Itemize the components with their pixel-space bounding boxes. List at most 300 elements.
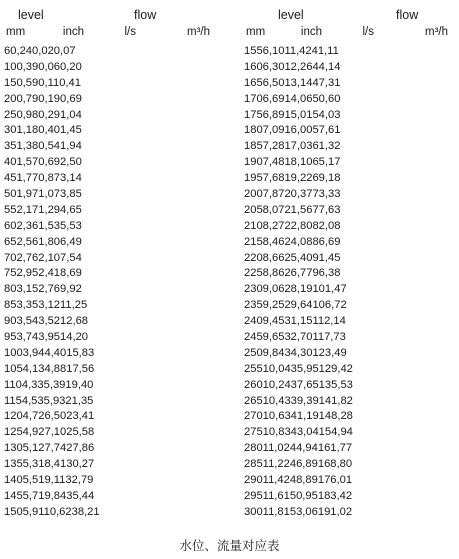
cell-mm: 120 xyxy=(4,410,23,423)
cell-inch: 6,69 xyxy=(262,92,285,105)
table-row xyxy=(4,409,216,425)
cell-ls: 0,69 xyxy=(38,156,61,169)
cell-mm: 290 xyxy=(244,474,263,487)
table-row xyxy=(244,505,454,521)
cell-m3h: 129,42 xyxy=(318,362,353,375)
cell-mm: 180 xyxy=(244,124,263,137)
cell-m3h: 0,69 xyxy=(60,92,82,105)
cell-mm: 140 xyxy=(4,474,23,487)
cell-inch: 8,86 xyxy=(262,267,285,280)
table-row xyxy=(244,298,454,314)
table-row xyxy=(4,425,216,441)
col-m3h-header: m³/h xyxy=(187,26,210,38)
cell-m3h: 154,94 xyxy=(318,426,353,439)
table-row xyxy=(244,473,454,489)
table-row xyxy=(244,60,454,76)
cell-inch: 4,13 xyxy=(22,362,45,375)
cell-m3h: 12,68 xyxy=(60,315,89,328)
cell-inch: 7,87 xyxy=(262,188,285,201)
cell-inch: 4,33 xyxy=(21,378,44,391)
table-row xyxy=(244,346,454,362)
table-row xyxy=(4,314,216,330)
table-row xyxy=(4,235,216,251)
cell-inch: 2,95 xyxy=(16,267,39,280)
cell-m3h: 69,18 xyxy=(312,172,341,185)
cell-m3h: 61,32 xyxy=(312,140,341,153)
table-row xyxy=(244,362,454,378)
table-row xyxy=(4,44,216,60)
cell-inch: 7,28 xyxy=(262,140,285,153)
cell-m3h: 91,45 xyxy=(312,251,341,264)
cell-inch: 0,59 xyxy=(16,76,39,89)
table-row xyxy=(4,219,216,235)
cell-m3h: 96,38 xyxy=(312,267,341,280)
table-row xyxy=(244,187,454,203)
cell-mm: 190 xyxy=(244,156,263,169)
cell-inch: 1,38 xyxy=(16,140,39,153)
cell-m3h: 0,20 xyxy=(60,60,82,73)
cell-m3h: 0,41 xyxy=(59,76,81,89)
cell-mm: 25 xyxy=(4,108,17,121)
cell-inch: 1,77 xyxy=(16,172,39,185)
cell-inch: 11,61 xyxy=(262,489,290,502)
table-row xyxy=(244,171,454,187)
cell-inch: 5,51 xyxy=(22,474,45,487)
cell-m3h: 9,92 xyxy=(60,283,82,296)
cell-m3h: 86,69 xyxy=(312,235,341,248)
cell-m3h: 17,56 xyxy=(66,362,95,375)
cell-m3h: 82,08 xyxy=(312,219,341,232)
cell-m3h: 73,33 xyxy=(312,188,341,201)
cell-mm: 280 xyxy=(244,442,263,455)
cell-mm: 135 xyxy=(4,458,23,471)
cell-mm: 90 xyxy=(4,315,17,328)
cell-ls: 3,95 xyxy=(38,331,61,344)
cell-m3h: 27,86 xyxy=(66,442,95,455)
cell-m3h: 106,72 xyxy=(312,299,347,312)
table-row xyxy=(4,330,216,346)
cell-mm: 75 xyxy=(4,267,17,280)
table-row xyxy=(4,187,216,203)
cell-inch: 6,89 xyxy=(262,108,285,121)
cell-mm: 255 xyxy=(244,362,263,375)
cell-m3h: 117,73 xyxy=(312,331,346,344)
cell-m3h: 65,17 xyxy=(312,156,341,169)
table-row xyxy=(4,441,216,457)
cell-mm: 35 xyxy=(4,140,17,153)
cell-ls: 7,74 xyxy=(44,442,67,455)
cell-ls: 21,56 xyxy=(284,203,313,216)
cell-ls: 18,10 xyxy=(284,156,313,169)
cell-mm: 95 xyxy=(4,331,17,344)
right-table-body xyxy=(244,44,454,521)
cell-mm: 105 xyxy=(4,362,23,375)
cell-ls: 2,41 xyxy=(38,267,61,280)
cell-m3h: 7,54 xyxy=(60,251,82,264)
cell-m3h: 41,11 xyxy=(311,45,339,57)
table-row xyxy=(4,266,216,282)
cell-inch: 11,02 xyxy=(262,442,290,455)
table-row xyxy=(4,108,216,124)
cell-inch: 1,57 xyxy=(16,156,39,169)
cell-m3h: 11,25 xyxy=(60,299,88,312)
cell-inch: 1,18 xyxy=(16,124,39,137)
cell-inch: 11,42 xyxy=(262,474,290,487)
cell-inch: 1,97 xyxy=(16,188,39,201)
cell-m3h: 112,14 xyxy=(312,315,346,328)
cell-m3h: 4,65 xyxy=(60,203,82,216)
cell-inch: 5,31 xyxy=(22,458,45,471)
cell-mm: 55 xyxy=(4,203,17,216)
group-header xyxy=(244,8,454,26)
cell-ls: 44,94 xyxy=(289,442,318,455)
cell-mm: 175 xyxy=(244,108,263,121)
cell-inch: 5,71 xyxy=(22,489,45,502)
table-row xyxy=(4,282,216,298)
table-row xyxy=(244,489,454,505)
cell-mm: 210 xyxy=(244,219,263,232)
cell-inch: 9,06 xyxy=(262,283,285,296)
cell-m3h: 161,77 xyxy=(317,442,353,455)
cell-inch: 9,65 xyxy=(262,331,285,344)
col-inch-header: inch xyxy=(300,26,322,38)
cell-m3h: 15,83 xyxy=(66,346,95,359)
cell-inch: 7,68 xyxy=(262,172,285,185)
table-row xyxy=(244,394,454,410)
cell-inch: 2,56 xyxy=(16,235,39,248)
cell-m3h: 19,40 xyxy=(65,378,94,391)
cell-mm: 245 xyxy=(244,331,263,344)
cell-mm: 125 xyxy=(4,426,23,439)
cell-m3h: 123,49 xyxy=(312,346,347,359)
cell-ls: 37,65 xyxy=(290,378,319,391)
cell-mm: 250 xyxy=(244,346,263,359)
table-row xyxy=(4,473,216,489)
cell-ls: 53,06 xyxy=(289,505,318,518)
col-mm-header: mm xyxy=(6,26,26,38)
cell-ls: 26,77 xyxy=(284,267,313,280)
table-row xyxy=(244,92,454,108)
cell-m3h: 14,20 xyxy=(60,331,89,344)
cell-mm: 30 xyxy=(4,124,17,137)
cell-inch: 0,39 xyxy=(16,60,39,73)
cell-ls: 14,06 xyxy=(284,92,313,105)
cell-ls: 5,93 xyxy=(43,394,66,407)
cell-ls: 32,70 xyxy=(284,331,313,344)
cell-ls: 0,29 xyxy=(38,108,61,121)
cell-inch: 7,48 xyxy=(262,156,285,169)
table-row xyxy=(4,394,216,410)
cell-mm: 155 xyxy=(244,45,263,57)
cell-ls: 24,08 xyxy=(284,235,313,248)
cell-mm: 260 xyxy=(244,378,263,391)
cell-inch: 8,27 xyxy=(262,219,285,232)
cell-m3h: 77,63 xyxy=(312,203,341,216)
cell-m3h: 23,41 xyxy=(66,410,95,423)
cell-mm: 6 xyxy=(4,45,11,57)
cell-m3h: 47,31 xyxy=(312,76,341,89)
cell-m3h: 2,50 xyxy=(60,156,82,169)
table-row xyxy=(244,44,454,60)
cell-mm: 195 xyxy=(244,172,263,185)
cell-m3h: 35,44 xyxy=(66,489,95,502)
cell-m3h: 38,21 xyxy=(71,505,100,518)
cell-ls: 9,11 xyxy=(44,474,66,487)
cell-mm: 220 xyxy=(244,251,263,264)
cell-inch: 8,07 xyxy=(262,203,285,216)
cell-ls: 28,19 xyxy=(284,283,313,296)
cell-mm: 285 xyxy=(244,458,263,471)
cell-ls: 7,10 xyxy=(44,426,67,439)
cell-m3h: 176,01 xyxy=(317,474,353,487)
cell-inch: 4,92 xyxy=(22,426,45,439)
table-row xyxy=(4,92,216,108)
flow-group-label: flow xyxy=(134,8,157,22)
table-row xyxy=(4,457,216,473)
flow-group-label: flow xyxy=(396,8,419,22)
level-group-label: level xyxy=(278,8,304,22)
cell-ls: 0,11 xyxy=(38,76,60,89)
cell-mm: 240 xyxy=(244,315,263,328)
cell-mm: 70 xyxy=(4,251,17,264)
cell-inch: 8,66 xyxy=(262,251,285,264)
cell-mm: 45 xyxy=(4,172,17,185)
col-ls-header: l/s xyxy=(124,26,136,38)
cell-ls: 0,54 xyxy=(38,140,61,153)
cell-ls: 2,76 xyxy=(38,283,61,296)
cell-mm: 300 xyxy=(244,505,263,518)
cell-inch: 10,04 xyxy=(262,362,291,375)
cell-ls: 0,87 xyxy=(38,172,61,185)
cell-ls: 6,50 xyxy=(44,410,67,423)
cell-ls: 0,06 xyxy=(38,60,61,73)
table-row xyxy=(4,378,216,394)
cell-m3h: 135,53 xyxy=(318,378,353,391)
cell-ls: 1,53 xyxy=(38,219,61,232)
cell-inch: 9,84 xyxy=(262,346,285,359)
cell-mm: 130 xyxy=(4,442,23,455)
cell-ls: 43,04 xyxy=(290,426,319,439)
cell-mm: 270 xyxy=(244,410,263,423)
cell-ls: 25,40 xyxy=(284,251,313,264)
cell-inch: 3,94 xyxy=(22,346,45,359)
cell-inch: 3,35 xyxy=(16,299,39,312)
cell-ls: 39,39 xyxy=(290,394,319,407)
cell-mm: 10 xyxy=(4,60,17,73)
cell-ls: 0,40 xyxy=(38,124,61,137)
table-row xyxy=(244,155,454,171)
left-table xyxy=(4,8,216,521)
cell-ls: 1,07 xyxy=(38,188,61,201)
table-row xyxy=(244,203,454,219)
table-row xyxy=(244,314,454,330)
cell-mm: 160 xyxy=(244,60,263,73)
cell-ls: 2,10 xyxy=(38,251,61,264)
cell-ls: 46,89 xyxy=(289,458,318,471)
cell-inch: 2,76 xyxy=(16,251,39,264)
cell-m3h: 6,49 xyxy=(60,235,82,248)
table-caption: 水位、流量对应表 xyxy=(179,538,280,553)
cell-inch: 2,36 xyxy=(16,219,39,232)
table-row xyxy=(4,76,216,92)
cell-m3h: 5,53 xyxy=(60,219,82,232)
cell-mm: 145 xyxy=(4,489,23,502)
cell-ls: 0,19 xyxy=(38,92,61,105)
cell-mm: 110 xyxy=(4,378,22,391)
table-row xyxy=(4,362,216,378)
cell-m3h: 1,94 xyxy=(60,140,82,153)
col-inch-header: inch xyxy=(62,26,84,38)
cell-ls: 50,95 xyxy=(289,489,318,502)
cell-ls: 4,40 xyxy=(44,346,67,359)
cell-ls: 1,80 xyxy=(38,235,61,248)
cell-mm: 20 xyxy=(4,92,17,105)
cell-m3h: 101,47 xyxy=(312,283,347,296)
cell-m3h: 3,14 xyxy=(60,172,82,185)
cell-ls: 17,03 xyxy=(284,140,313,153)
group-header xyxy=(4,8,216,26)
cell-inch: 11,22 xyxy=(262,458,290,471)
cell-mm: 115 xyxy=(4,394,22,407)
cell-mm: 235 xyxy=(244,299,263,312)
cell-mm: 225 xyxy=(244,267,263,280)
table-row xyxy=(4,60,216,76)
cell-m3h: 3,85 xyxy=(60,188,82,201)
col-mm-header: mm xyxy=(246,26,266,38)
cell-ls: 12,26 xyxy=(284,60,313,73)
cell-mm: 60 xyxy=(4,219,17,232)
cell-mm: 15 xyxy=(4,76,17,89)
col-m3h-header: m³/h xyxy=(425,26,448,38)
cell-inch: 6,30 xyxy=(262,60,285,73)
table-row xyxy=(244,76,454,92)
cell-ls: 11,42 xyxy=(284,45,312,57)
cell-ls: 19,22 xyxy=(284,172,313,185)
table-row xyxy=(4,123,216,139)
cell-inch: 0,24 xyxy=(10,45,33,57)
table-row xyxy=(244,266,454,282)
cell-inch: 6,10 xyxy=(262,45,285,57)
cell-mm: 165 xyxy=(244,76,263,89)
table-row xyxy=(244,251,454,267)
cell-mm: 85 xyxy=(4,299,17,312)
cell-m3h: 54,03 xyxy=(312,108,341,121)
cell-mm: 50 xyxy=(4,188,17,201)
cell-inch: 2,17 xyxy=(16,203,39,216)
table-row xyxy=(244,235,454,251)
cell-inch: 6,50 xyxy=(262,76,285,89)
table-row xyxy=(4,489,216,505)
cell-mm: 200 xyxy=(244,188,263,201)
cell-ls: 22,80 xyxy=(284,219,313,232)
cell-m3h: 8,69 xyxy=(60,267,82,280)
cell-ls: 3,12 xyxy=(38,299,61,312)
cell-m3h: 168,80 xyxy=(317,458,353,471)
cell-mm: 275 xyxy=(244,426,263,439)
table-row xyxy=(244,330,454,346)
cell-inch: 10,24 xyxy=(262,378,291,391)
left-table-body xyxy=(4,44,216,521)
cell-ls: 16,00 xyxy=(284,124,313,137)
table-row xyxy=(244,108,454,124)
cell-mm: 265 xyxy=(244,394,263,407)
cell-ls: 41,19 xyxy=(290,410,319,423)
table-row xyxy=(4,203,216,219)
cell-mm: 150 xyxy=(4,505,23,518)
cell-m3h: 1,45 xyxy=(60,124,82,137)
cell-ls: 9,84 xyxy=(44,489,67,502)
cell-inch: 9,45 xyxy=(262,315,285,328)
cell-inch: 11,81 xyxy=(262,505,290,518)
cell-m3h: 183,42 xyxy=(317,489,353,502)
cell-m3h: 30,27 xyxy=(66,458,95,471)
cell-m3h: 57,61 xyxy=(312,124,341,137)
table-row xyxy=(4,251,216,267)
cell-inch: 7,09 xyxy=(262,124,285,137)
table-row xyxy=(4,171,216,187)
cell-ls: 1,29 xyxy=(38,203,61,216)
cell-inch: 10,43 xyxy=(262,394,291,407)
table-row xyxy=(244,139,454,155)
cell-ls: 35,95 xyxy=(290,362,319,375)
table-row xyxy=(244,425,454,441)
level-group-label: level xyxy=(18,8,44,22)
cell-ls: 0,02 xyxy=(32,45,54,57)
cell-ls: 31,15 xyxy=(284,315,313,328)
cell-ls: 10,62 xyxy=(43,505,72,518)
cell-inch: 3,54 xyxy=(16,315,39,328)
cell-inch: 0,98 xyxy=(16,108,39,121)
table-row xyxy=(244,457,454,473)
table-row xyxy=(244,123,454,139)
cell-mm: 230 xyxy=(244,283,263,296)
table-row xyxy=(244,409,454,425)
cell-m3h: 141,82 xyxy=(318,394,353,407)
cell-ls: 29,64 xyxy=(284,299,313,312)
cell-m3h: 44,14 xyxy=(312,60,341,73)
cell-ls: 4,88 xyxy=(44,362,67,375)
cell-mm: 215 xyxy=(244,235,263,248)
cell-inch: 5,12 xyxy=(22,442,45,455)
table-row xyxy=(4,155,216,171)
cell-mm: 65 xyxy=(4,235,17,248)
column-header-row xyxy=(4,26,216,44)
table-row xyxy=(4,346,216,362)
cell-inch: 0,79 xyxy=(16,92,39,105)
table-row xyxy=(244,219,454,235)
cell-m3h: 191,02 xyxy=(317,505,353,518)
table-row xyxy=(4,505,216,521)
cell-inch: 5,91 xyxy=(22,505,44,518)
cell-mm: 185 xyxy=(244,140,263,153)
cell-m3h: 21,35 xyxy=(65,394,94,407)
cell-inch: 9,25 xyxy=(262,299,285,312)
cell-inch: 4,72 xyxy=(22,410,45,423)
cell-ls: 48,89 xyxy=(289,474,318,487)
cell-inch: 10,83 xyxy=(262,426,291,439)
cell-inch: 10,63 xyxy=(262,410,291,423)
table-row xyxy=(244,441,454,457)
cell-ls: 8,41 xyxy=(44,458,67,471)
table-row xyxy=(4,298,216,314)
table-row xyxy=(4,139,216,155)
cell-inch: 8,46 xyxy=(262,235,285,248)
cell-mm: 170 xyxy=(244,92,263,105)
cell-m3h: 0,07 xyxy=(53,45,76,57)
cell-mm: 205 xyxy=(244,203,263,216)
table-row xyxy=(244,378,454,394)
cell-ls: 34,30 xyxy=(284,346,313,359)
